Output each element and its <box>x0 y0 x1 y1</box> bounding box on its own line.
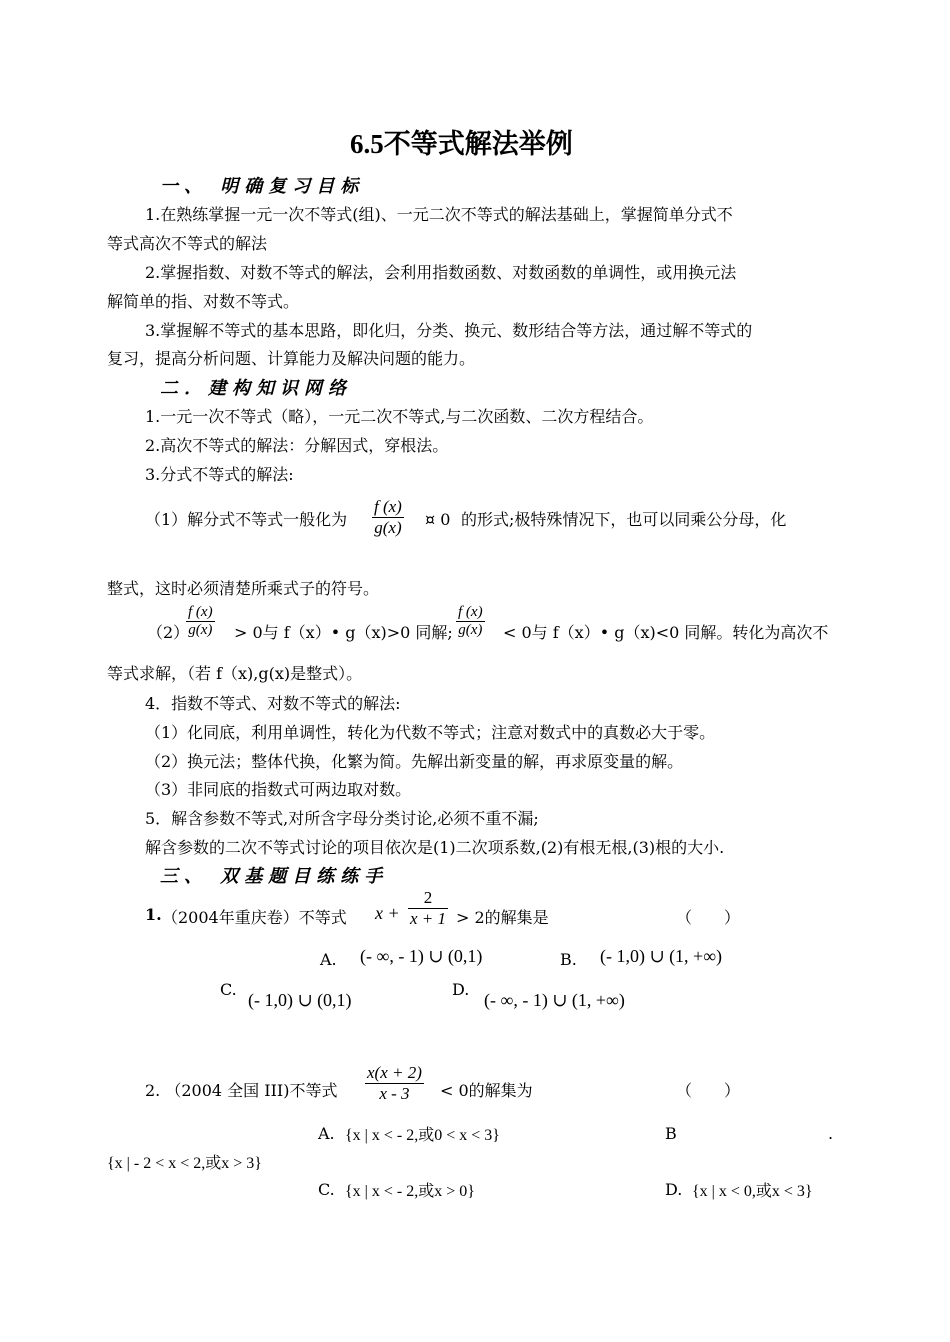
fraction-fx-over-gx <box>372 497 404 538</box>
question-1-x: x + <box>375 903 400 923</box>
section-heading-3: 三、 双基题目练练手 <box>160 866 389 887</box>
question-2-option-b-dot: . <box>828 1124 834 1143</box>
knowledge-4: 4．指数不等式、对数不等式的解法: <box>145 694 401 713</box>
question-1-option-b: (- 1,0) ∪ (1, +∞) <box>600 946 723 966</box>
question-1-option-c-label: C. <box>220 980 237 999</box>
goal-2-cont: 解简单的指、对数不等式。 <box>107 292 300 311</box>
question-1-option-d: (- ∞, - 1) ∪ (1, +∞) <box>484 990 625 1010</box>
goal-1: 1.在熟练掌握一元一次不等式(组)、一元二次不等式的解法基础上，掌握简单分式不 <box>145 205 733 224</box>
fraction-denominator: g(x) <box>458 622 483 638</box>
fraction-denominator: g(x) <box>374 518 402 537</box>
knowledge-4-2: （2）换元法；整体代换，化繁为简。先解出新变量的解，再求原变量的解。 <box>145 752 684 771</box>
fraction-rule-1-cont: 的形式;极特殊情况下，也可以同乘公分母，化 <box>461 510 787 529</box>
question-1-option-d-label: D. <box>452 980 470 999</box>
question-1-option-c: (- 1,0) ∪ (0,1) <box>248 990 352 1010</box>
question-1-option-a-label: A. <box>320 950 337 969</box>
fraction-rule-1-end: 整式，这时必须清楚所乘式子的符号。 <box>107 579 380 598</box>
knowledge-4-3: （3）非同底的指数式可两边取对数。 <box>145 780 412 799</box>
knowledge-4-1: （1）化同底，利用单调性，转化为代数不等式；注意对数式中的真数必大于零。 <box>145 723 716 742</box>
fraction-rule-1: （1）解分式不等式一般化为 <box>145 510 348 529</box>
question-1-answer-blank: （ ） <box>676 908 741 927</box>
fraction-fx-over-gx-2 <box>186 604 215 639</box>
knowledge-1: 1.一元一次不等式（略），一元二次不等式,与二次函数、二次方程结合。 <box>145 407 654 426</box>
knowledge-2: 2.高次不等式的解法：分解因式，穿根法。 <box>145 436 449 455</box>
fraction-denominator: g(x) <box>188 622 213 638</box>
goal-3-cont: 复习，提高分析问题、计算能力及解决问题的能力。 <box>107 349 476 368</box>
question-2-option-d-label: D. <box>665 1180 683 1199</box>
fraction-numerator: 2 <box>423 888 433 907</box>
question-2-relation: < 0的解集为 <box>440 1081 533 1100</box>
relation-placeholder: ¤ 0 <box>425 510 451 529</box>
fraction-denominator: x - 3 <box>379 1084 410 1103</box>
question-1-option-b-label: B. <box>560 950 577 969</box>
section-heading-1: 一、 明确复习目标 <box>160 176 365 197</box>
question-2-option-d: {x | x < 0,或x < 3} <box>692 1183 813 1200</box>
question-1-number: 1. <box>145 905 162 924</box>
question-1-relation: > 2的解集是 <box>456 908 549 927</box>
fraction-rule-2-end: 等式求解，（若 f（x),g(x)是整式）。 <box>107 664 363 683</box>
section-heading-2: 二．建构知识网络 <box>160 378 352 399</box>
question-1-option-a: (- ∞, - 1) ∪ (0,1) <box>360 946 483 966</box>
question-2-option-a-label: A. <box>318 1124 335 1143</box>
fraction-rule-2-lt: < 0与 f（x）• g（x)<0 同解。转化为高次不 <box>503 623 829 642</box>
question-2-option-a: {x | x < - 2,或0 < x < 3} <box>345 1127 500 1144</box>
fraction-numerator: x(x + 2) <box>367 1063 422 1082</box>
fraction-numerator: f (x) <box>188 604 213 620</box>
knowledge-5: 5．解含参数不等式,对所含字母分类讨论,必须不重不漏; <box>145 809 539 828</box>
page-title: 6.5不等式解法举例 <box>350 129 573 159</box>
question-2-option-b-label: B <box>665 1124 677 1143</box>
question-2-answer-blank: （ ） <box>676 1081 741 1100</box>
question-2-source: 2. （2004 全国 III)不等式 <box>145 1081 338 1100</box>
goal-2: 2.掌握指数、对数不等式的解法，会利用指数函数、对数函数的单调性，或用换元法 <box>145 263 737 282</box>
knowledge-5-cont: 解含参数的二次不等式讨论的项目依次是(1)二次项系数,(2)有根无根,(3)根的大小. <box>145 838 725 857</box>
question-2-fraction <box>365 1063 424 1104</box>
fraction-fx-over-gx-3 <box>456 604 485 639</box>
goal-1-cont: 等式高次不等式的解法 <box>107 234 268 253</box>
fraction-denominator: x + 1 <box>410 909 447 928</box>
fraction-numerator: f (x) <box>458 604 483 620</box>
question-1-source: （2004年重庆卷）不等式 <box>162 908 347 927</box>
goal-3: 3.掌握解不等式的基本思路，即化归，分类、换元、数形结合等方法，通过解不等式的 <box>145 321 753 340</box>
fraction-numerator: f (x) <box>374 497 402 516</box>
question-2-option-c: {x | x < - 2,或x > 0} <box>345 1183 475 1200</box>
fraction-rule-2: （2） <box>147 623 190 642</box>
question-1-fraction <box>408 888 448 929</box>
fraction-rule-2-gt: > 0与 f（x）• g（x)>0 同解; <box>234 623 453 642</box>
question-2-option-c-label: C. <box>318 1180 335 1199</box>
question-2-option-b: {x | - 2 < x < 2,或x > 3} <box>107 1155 262 1172</box>
knowledge-3: 3.分式不等式的解法: <box>145 465 294 484</box>
